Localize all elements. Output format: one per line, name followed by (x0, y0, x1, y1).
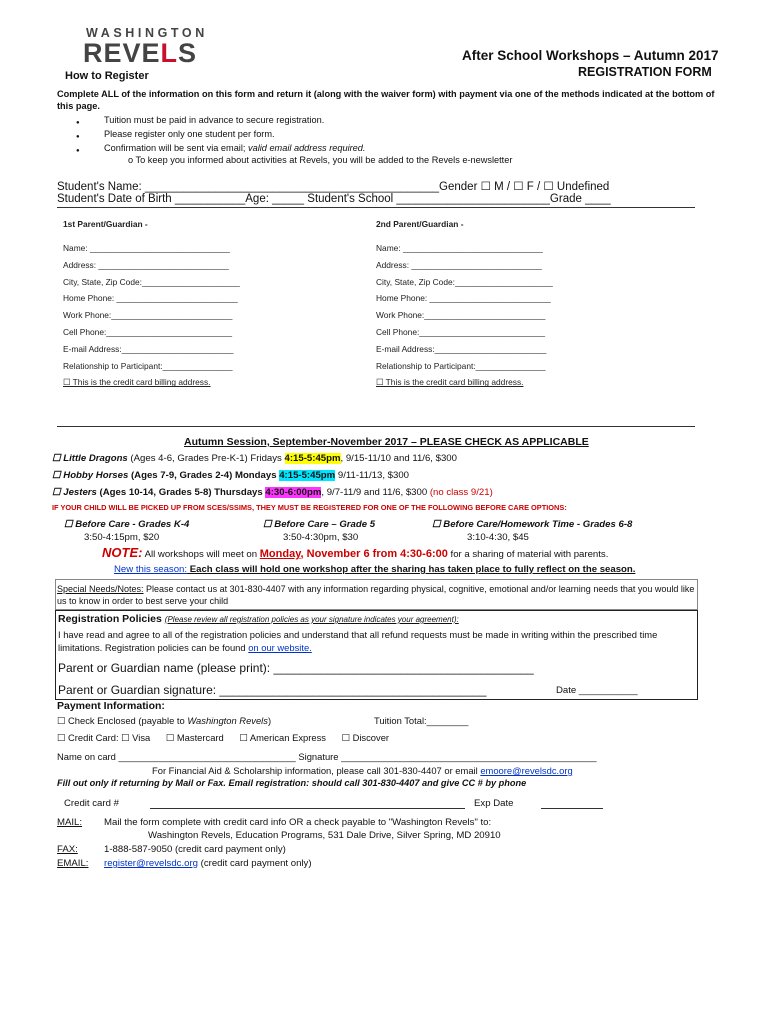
parent1-email-field[interactable]: E-mail Address:________________________ (63, 343, 234, 354)
guardian-signature-field[interactable]: Parent or Guardian signature: ________________________________________ (58, 683, 487, 697)
newsletter-note: o To keep you informed about activities at Revels, you will be added to the Revels e-newsletter (128, 155, 513, 165)
exp-date-field[interactable] (541, 808, 603, 809)
fax-label: FAX: (57, 844, 78, 855)
form-title: After School Workshops – Autumn 2017 (462, 48, 719, 63)
fax-number: 1-888-587-9050 (credit card payment only) (104, 844, 286, 855)
date-field[interactable]: Date ___________ (556, 685, 638, 696)
list-item: ● Please register only one student per form. (76, 127, 365, 141)
list-item: ● Confirmation will be sent via email; valid email address required. (76, 141, 365, 155)
parent2-name-field[interactable]: Name: ______________________________ (376, 243, 543, 253)
special-needs-text: Special Needs/Notes: Please contact us at 301-830-4407 with any information regarding physical, cognitive, emotional and/or learning needs that you would like us to know in order to best serve your child (57, 584, 695, 606)
policies-text: I have read and agree to all of the registration policies and understand that all refund requests must be made in writing within the prescribed time limitations. Registration policies can be found on our website. (58, 629, 658, 653)
parent2-heading: 2nd Parent/Guardian - (376, 219, 464, 229)
class-little-dragons[interactable]: ☐ Little Dragons (Ages 4-6, Grades Pre-K-1) Fridays 4:15-5:45pm, 9/15-11/10 and 11/6, $300 (52, 453, 457, 464)
how-to-register-heading: How to Register (65, 70, 149, 82)
parent1-name-field[interactable]: Name: ______________________________ (63, 243, 230, 253)
before-care-grade5[interactable]: ☐ Before Care – Grade 5 3:50-4:30pm, $30 (263, 519, 376, 543)
financial-aid-note: For Financial Aid & Scholarship information, please call 301-830-4407 or email emoore@revelsdc.org (152, 765, 573, 776)
mail-instructions: Mail the form complete with credit card info OR a check payable to "Washington Revels" to: (104, 817, 492, 828)
parent2-cell-phone-field[interactable]: Cell Phone:___________________________ (376, 326, 546, 337)
check-enclosed-checkbox[interactable]: ☐ Check Enclosed (payable to Washington Revels) (57, 715, 272, 726)
parent2-work-phone-field[interactable]: Work Phone:__________________________ (376, 310, 546, 321)
payment-heading: Payment Information: (57, 700, 165, 712)
intro-text: Complete ALL of the information on this form and return it (along with the waiver form) with payment via one of the methods indicated at the bottom of this page. (57, 89, 715, 111)
parent1-work-phone-field[interactable]: Work Phone:__________________________ (63, 310, 233, 321)
mail-label: MAIL: (57, 817, 83, 828)
email-label: EMAIL: (57, 858, 89, 869)
divider (57, 426, 695, 427)
form-subtitle: REGISTRATION FORM (578, 65, 712, 79)
credit-card-number-label: Credit card # (64, 798, 119, 809)
financial-aid-email-link[interactable]: emoore@revelsdc.org (480, 765, 573, 776)
parent1-cell-phone-field[interactable]: Cell Phone:___________________________ (63, 326, 233, 337)
student-dob-school-line[interactable]: Student's Date of Birth ___________Age: _____ Student's School ________________________Grade ____ (57, 193, 611, 205)
new-season-note: New this season: Each class will hold one workshop after the sharing has taken place to fully reflect on the season. (114, 564, 636, 575)
parent1-home-phone-field[interactable]: Home Phone: __________________________ (63, 293, 238, 304)
sharing-note: NOTE: All workshops will meet on Monday, November 6 from 4:30-6:00 for a sharing of material with parents. (102, 545, 609, 560)
class-jesters[interactable]: ☐ Jesters (Ages 10-14, Grades 5-8) Thursdays 4:30-6:00pm, 9/7-11/9 and 11/6, $300 (no class 9/21) (52, 487, 493, 498)
parent2-billing-checkbox[interactable]: ☐ This is the credit card billing address. (376, 377, 524, 388)
mail-address: Washington Revels, Education Programs, 531 Dale Drive, Silver Spring, MD 20910 (148, 830, 501, 841)
instructions-list (76, 113, 365, 155)
parent2-relationship-field[interactable]: Relationship to Participant:_______________ (376, 360, 546, 371)
list-item: ● Tuition must be paid in advance to secure registration. (76, 113, 365, 127)
exp-date-label: Exp Date (474, 798, 514, 809)
credit-card-number-field[interactable] (150, 808, 465, 809)
parent1-address-field[interactable]: Address: ____________________________ (63, 259, 229, 270)
parent1-heading: 1st Parent/Guardian - (63, 219, 148, 229)
parent1-billing-checkbox[interactable]: ☐ This is the credit card billing address. (63, 377, 211, 388)
guardian-name-field[interactable]: Parent or Guardian name (please print): _______________________________________ (58, 661, 534, 675)
parent1-fields[interactable] (63, 240, 240, 391)
before-care-grades6-8[interactable]: ☐ Before Care/Homework Time - Grades 6-8 3:10-4:30, $45 (432, 519, 633, 543)
email-instructions: register@revelsdc.org (credit card payment only) (104, 858, 312, 869)
register-email-link[interactable]: register@revelsdc.org (104, 858, 198, 869)
fill-out-note: Fill out only if returning by Mail or Fax. Email registration: should call 301-830-4407 and give CC # by phone (57, 778, 527, 788)
session-heading: Autumn Session, September-November 2017 – PLEASE CHECK AS APPLICABLE (184, 436, 589, 448)
logo-washington: WASHINGTON (86, 26, 208, 40)
parent2-city-field[interactable]: City, State, Zip Code:_____________________ (376, 276, 553, 287)
policies-title: Registration Policies (Please review all registration policies as your signature indicates your agreement): (58, 613, 459, 625)
parent2-home-phone-field[interactable]: Home Phone: __________________________ (376, 293, 551, 304)
parent1-city-field[interactable]: City, State, Zip Code:_____________________ (63, 276, 240, 287)
parent2-address-field[interactable]: Address: ____________________________ (376, 259, 542, 270)
website-link[interactable]: on our website. (248, 642, 312, 653)
parent1-relationship-field[interactable]: Relationship to Participant:_______________ (63, 360, 233, 371)
credit-card-options[interactable]: ☐ Credit Card: ☐ Visa ☐ Mastercard ☐ American Express ☐ Discover (57, 732, 390, 743)
pickup-notice: IF YOUR CHILD WILL BE PICKED UP FROM SCES/SSIMS, THEY MUST BE REGISTERED FOR ONE OF THE FOLLOWING BEFORE CARE OPTIONS: (52, 503, 567, 512)
parent2-email-field[interactable]: E-mail Address:________________________ (376, 343, 547, 354)
parent2-fields[interactable] (376, 240, 553, 391)
before-care-k4[interactable]: ☐ Before Care - Grades K-4 3:50-4:15pm, $20 (64, 519, 190, 543)
logo-revels: REVELS (83, 38, 198, 68)
student-name-gender-line[interactable]: Student's Name: ______________________________________________Gender ☐ M / ☐ F / ☐ Undefined (57, 181, 610, 193)
divider (57, 207, 695, 208)
class-hobby-horses[interactable]: ☐ Hobby Horses (Ages 7-9, Grades 2-4) Mondays 4:15-5:45pm 9/11-11/13, $300 (52, 470, 409, 481)
card-name-signature-field[interactable]: Name on card __________________________________ Signature _________________________________________________ (57, 751, 597, 762)
tuition-total-field[interactable]: Tuition Total:________ (374, 715, 469, 726)
